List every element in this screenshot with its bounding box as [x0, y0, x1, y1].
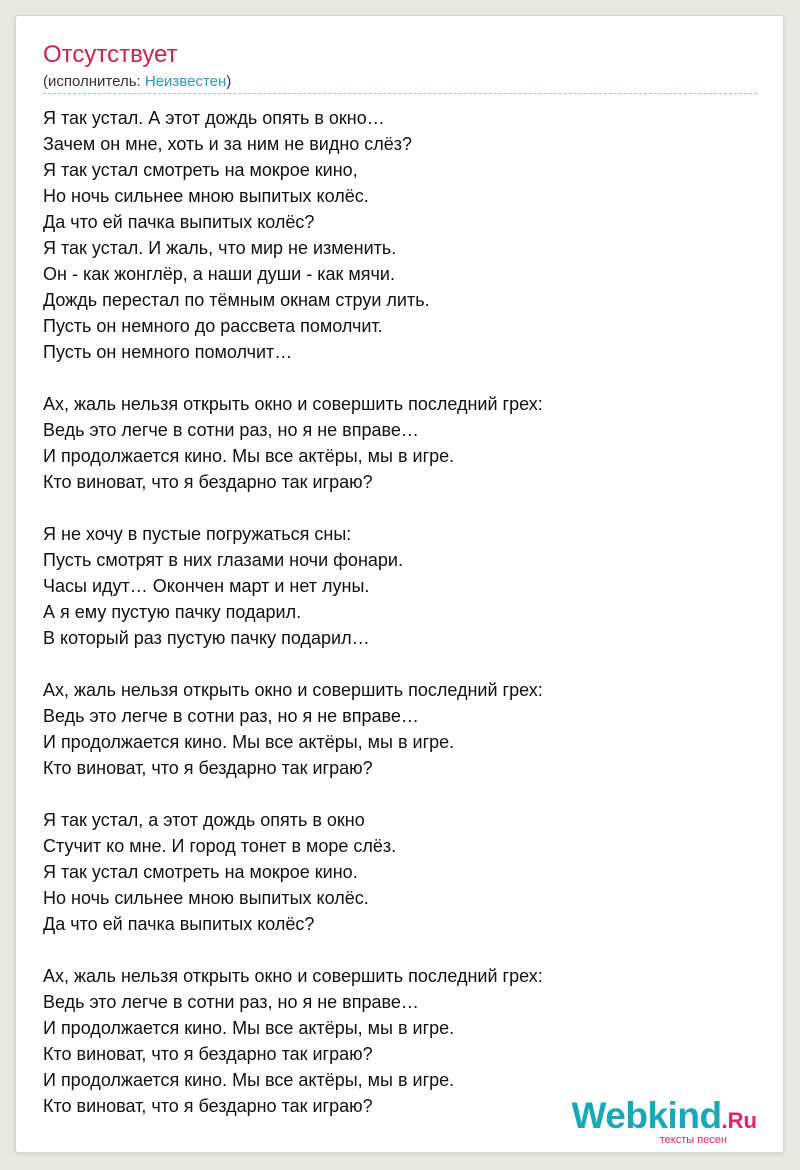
- stanza: [43, 391, 763, 495]
- lyric-line: Пусть он немного до рассвета помолчит.: [43, 316, 383, 336]
- lyric-line: Я так устал смотреть на мокрое кино,: [43, 160, 358, 180]
- artist-line: [43, 72, 231, 92]
- lyric-line: В который раз пустую пачку подарил…: [43, 628, 370, 648]
- lyric-line: Да что ей пачка выпитых колёс?: [43, 914, 315, 934]
- lyric-line: Кто виноват, что я бездарно так играю?: [43, 472, 373, 492]
- lyrics-text: [43, 105, 763, 1145]
- lyric-line: А я ему пустую пачку подарил.: [43, 602, 302, 622]
- lyric-line: Ведь это легче в сотни раз, но я не вправе…: [43, 420, 419, 440]
- lyric-line: Кто виноват, что я бездарно так играю?: [43, 1096, 373, 1116]
- lyric-line: Я не хочу в пустые погружаться сны:: [43, 524, 352, 544]
- lyric-line: Но ночь сильнее мною выпитых колёс.: [43, 186, 369, 206]
- song-title: Отсутствует: [43, 41, 178, 68]
- lyric-line: Ведь это легче в сотни раз, но я не вправе…: [43, 992, 419, 1012]
- lyric-line: Стучит ко мне. И город тонет в море слёз.: [43, 836, 397, 856]
- lyric-line: Пусть смотрят в них глазами ночи фонари.: [43, 550, 403, 570]
- lyric-line: Ах, жаль нельзя открыть окно и совершить последний грех:: [43, 394, 543, 414]
- stanza: [43, 677, 763, 781]
- lyric-line: Часы идут… Окончен март и нет луны.: [43, 576, 370, 596]
- lyric-line: Он - как жонглёр, а наши души - как мячи.: [43, 264, 395, 284]
- lyric-line: Я так устал, а этот дождь опять в окно: [43, 810, 365, 830]
- lyric-line: Ведь это легче в сотни раз, но я не вправе…: [43, 706, 419, 726]
- logo-name: Webkind: [571, 1095, 722, 1136]
- lyric-line: Кто виноват, что я бездарно так играю?: [43, 1044, 373, 1064]
- lyrics-card: [16, 16, 783, 1152]
- logo-tld: .Ru: [721, 1108, 757, 1133]
- lyric-line: Ах, жаль нельзя открыть окно и совершить последний грех:: [43, 966, 543, 986]
- lyric-line: Я так устал. А этот дождь опять в окно…: [43, 108, 385, 128]
- lyric-line: Я так устал смотреть на мокрое кино.: [43, 862, 358, 882]
- lyric-line: И продолжается кино. Мы все актёры, мы в игре.: [43, 1070, 455, 1090]
- lyric-line: Кто виноват, что я бездарно так играю?: [43, 758, 373, 778]
- lyric-line: Да что ей пачка выпитых колёс?: [43, 212, 315, 232]
- artist-prefix: (исполнитель:: [43, 73, 145, 90]
- lyric-line: Ах, жаль нельзя открыть окно и совершить последний грех:: [43, 680, 543, 700]
- stanza: [43, 521, 763, 651]
- lyric-line: Я так устал. И жаль, что мир не изменить.: [43, 238, 397, 258]
- lyric-line: Дождь перестал по тёмным окнам струи лить.: [43, 290, 430, 310]
- lyric-line: И продолжается кино. Мы все актёры, мы в игре.: [43, 446, 455, 466]
- lyric-line: Зачем он мне, хоть и за ним не видно слёз?: [43, 134, 413, 154]
- lyric-line: Пусть он немного помолчит…: [43, 342, 293, 362]
- artist-link[interactable]: Неизвестен: [144, 73, 227, 90]
- lyric-line: Но ночь сильнее мною выпитых колёс.: [43, 888, 369, 908]
- lyric-line: И продолжается кино. Мы все актёры, мы в игре.: [43, 732, 455, 752]
- divider: [43, 93, 757, 94]
- logo-tagline: тексты песен: [659, 1134, 727, 1146]
- site-logo[interactable]: [572, 1097, 757, 1146]
- lyric-line: И продолжается кино. Мы все актёры, мы в игре.: [43, 1018, 455, 1038]
- stanza: [43, 105, 763, 365]
- artist-suffix: ): [226, 73, 232, 90]
- stanza: [43, 807, 763, 937]
